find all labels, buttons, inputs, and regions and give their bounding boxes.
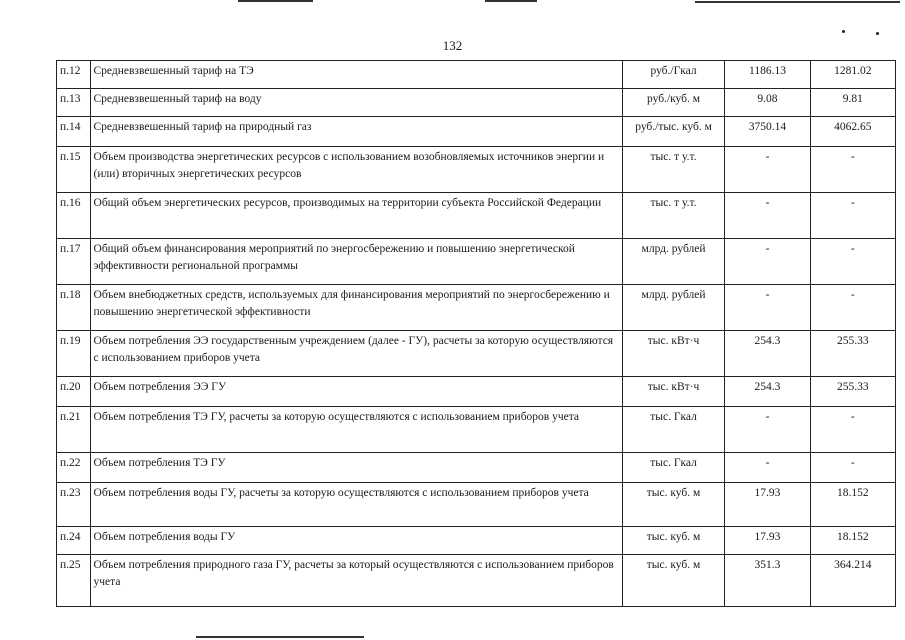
table-row (57, 377, 896, 407)
table-row (57, 193, 896, 239)
indicator-name: Объем потребления ТЭ ГУ, расчеты за которую осуществляются с использованием приборов учета (90, 407, 622, 453)
table-row (57, 527, 896, 555)
unit: тыс. куб. м (622, 483, 725, 527)
indicator-name: Объем внебюджетных средств, используемых для финансирования мероприятий по энергосбережению и повышению энергетической эффективности (90, 285, 622, 331)
value-2: - (810, 453, 895, 483)
table-row (57, 61, 896, 89)
indicator-name: Общий объем финансирования мероприятий по энергосбережению и повышению энергетической эффективности региональной программы (90, 239, 622, 285)
row-number: п.17 (57, 239, 91, 285)
unit: тыс. т у.т. (622, 147, 725, 193)
unit: руб./Гкал (622, 61, 725, 89)
scan-line-top-1 (238, 0, 313, 2)
value-1: - (725, 453, 810, 483)
value-2: - (810, 193, 895, 239)
value-1: 254.3 (725, 377, 810, 407)
value-2: 255.33 (810, 331, 895, 377)
row-number: п.14 (57, 117, 91, 147)
table-row (57, 147, 896, 193)
indicator-name: Объем потребления ТЭ ГУ (90, 453, 622, 483)
value-1: 351.3 (725, 555, 810, 607)
unit: млрд. рублей (622, 285, 725, 331)
value-1: - (725, 193, 810, 239)
value-2: 18.152 (810, 527, 895, 555)
value-1: - (725, 407, 810, 453)
table-row (57, 117, 896, 147)
indicator-name: Объем потребления воды ГУ, расчеты за которую осуществляются с использованием приборов учета (90, 483, 622, 527)
value-2: - (810, 147, 895, 193)
indicator-name: Объем производства энергетических ресурсов с использованием возобновляемых источников энергии и (или) вторичных энергетических ресурсов (90, 147, 622, 193)
table-row (57, 453, 896, 483)
table-row (57, 483, 896, 527)
value-2: - (810, 407, 895, 453)
value-2: 1281.02 (810, 61, 895, 89)
row-number: п.19 (57, 331, 91, 377)
value-2: 255.33 (810, 377, 895, 407)
unit: млрд. рублей (622, 239, 725, 285)
value-2: 18.152 (810, 483, 895, 527)
unit: тыс. т у.т. (622, 193, 725, 239)
scan-speck (876, 32, 879, 35)
unit: тыс. Гкал (622, 453, 725, 483)
unit: тыс. кВт·ч (622, 331, 725, 377)
row-number: п.20 (57, 377, 91, 407)
table-row (57, 285, 896, 331)
row-number: п.12 (57, 61, 91, 89)
row-number: п.18 (57, 285, 91, 331)
value-1: 9.08 (725, 89, 810, 117)
value-2: 9.81 (810, 89, 895, 117)
page-number: 132 (442, 38, 463, 53)
value-2: - (810, 239, 895, 285)
scan-speck (842, 30, 845, 33)
value-1: 17.93 (725, 483, 810, 527)
value-2: 4062.65 (810, 117, 895, 147)
unit: тыс. Гкал (622, 407, 725, 453)
unit: руб./тыс. куб. м (622, 117, 725, 147)
indicator-name: Объем потребления ЭЭ ГУ (90, 377, 622, 407)
value-1: - (725, 285, 810, 331)
value-1: - (725, 239, 810, 285)
row-number: п.21 (57, 407, 91, 453)
value-1: 1186.13 (725, 61, 810, 89)
indicator-name: Объем потребления ЭЭ государственным учреждением (далее - ГУ), расчеты за которую осуществляются с использованием приборов учета (90, 331, 622, 377)
scan-line-top-3 (695, 1, 900, 3)
scan-line-bottom (196, 636, 364, 638)
value-1: 3750.14 (725, 117, 810, 147)
table-row (57, 239, 896, 285)
value-1: 17.93 (725, 527, 810, 555)
row-number: п.16 (57, 193, 91, 239)
unit: руб./куб. м (622, 89, 725, 117)
indicator-name: Средневзвешенный тариф на природный газ (90, 117, 622, 147)
scan-line-top-2 (485, 0, 537, 2)
unit: тыс. куб. м (622, 527, 725, 555)
value-1: - (725, 147, 810, 193)
indicator-name: Объем потребления воды ГУ (90, 527, 622, 555)
value-1: 254.3 (725, 331, 810, 377)
value-2: - (810, 285, 895, 331)
row-number: п.25 (57, 555, 91, 607)
row-number: п.15 (57, 147, 91, 193)
row-number: п.22 (57, 453, 91, 483)
row-number: п.23 (57, 483, 91, 527)
table-row (57, 89, 896, 117)
row-number: п.24 (57, 527, 91, 555)
value-2: 364.214 (810, 555, 895, 607)
table-row (57, 555, 896, 607)
table-row (57, 331, 896, 377)
indicators-table (56, 60, 896, 607)
unit: тыс. куб. м (622, 555, 725, 607)
indicator-name: Общий объем энергетических ресурсов, производимых на территории субъекта Российской Федерации (90, 193, 622, 239)
indicator-name: Средневзвешенный тариф на ТЭ (90, 61, 622, 89)
row-number: п.13 (57, 89, 91, 117)
indicator-name: Средневзвешенный тариф на воду (90, 89, 622, 117)
indicator-name: Объем потребления природного газа ГУ, расчеты за который осуществляются с использованием приборов учета (90, 555, 622, 607)
table-row (57, 407, 896, 453)
unit: тыс. кВт·ч (622, 377, 725, 407)
